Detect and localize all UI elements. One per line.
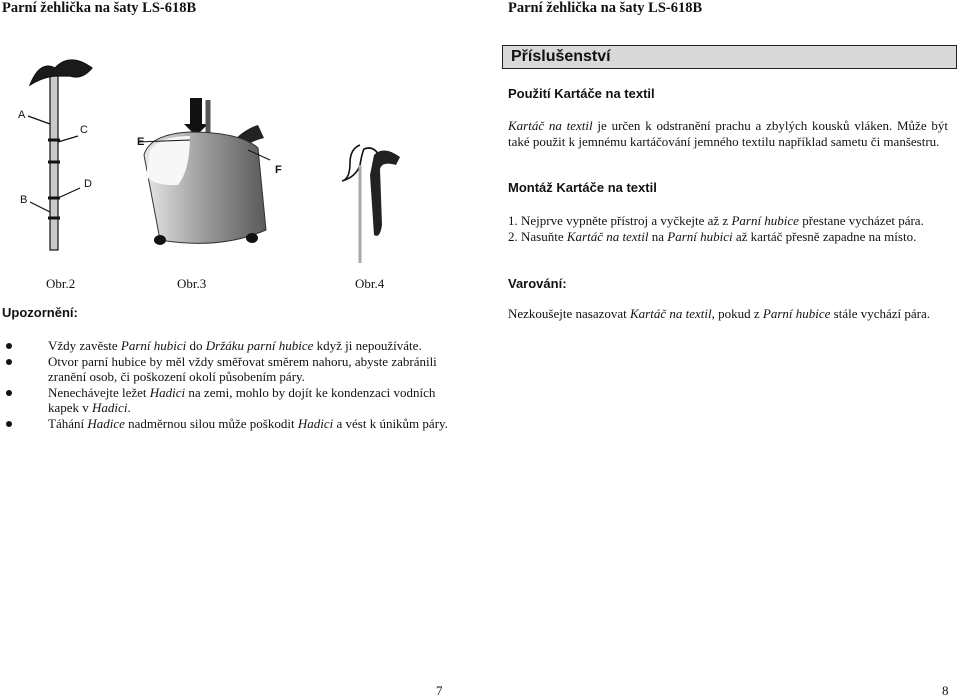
list-item: Táhání Hadice nadměrnou silou může poškodit Hadici a vést k únikům páry.	[2, 416, 450, 432]
caution-heading: Upozornění:	[2, 305, 78, 320]
label-c: C	[80, 124, 88, 136]
label-e: E	[137, 136, 145, 148]
mount-heading: Montáž Kartáče na textil	[508, 180, 657, 195]
mount-step-1: 1. Nejprve vypněte přístroj a vyčkejte až z Parní hubice přestane vycházet pára.	[508, 213, 924, 228]
caption-obr2: Obr.2	[46, 276, 76, 291]
section-title: Příslušenství	[511, 48, 611, 65]
figure-pole-illustration	[0, 40, 130, 255]
label-a: A	[18, 109, 26, 121]
caption-obr3: Obr.3	[177, 276, 207, 291]
mount-step-2: 2. Nasuňte Kartáč na textil na Parní hubici až kartáč přesně zapadne na místo.	[508, 229, 917, 244]
label-b: B	[20, 194, 28, 206]
warning-heading: Varování:	[508, 276, 567, 291]
page-header-left: Parní žehlička na šaty LS-618B	[2, 0, 197, 16]
page-number-right: 8	[942, 683, 949, 698]
label-f: F	[275, 164, 282, 176]
list-item: Vždy zavěste Parní hubici do Držáku parní hubice když ji nepoužíváte.	[2, 338, 450, 354]
caution-list	[2, 338, 450, 431]
usage-heading: Použití Kartáče na textil	[508, 86, 655, 101]
figure-nozzle-hanger-illustration	[320, 135, 410, 265]
warning-text: Nezkoušejte nasazovat Kartáč na textil, pokud z Parní hubice stále vychází pára.	[508, 306, 931, 321]
usage-text: Kartáč na textil je určen k odstranění prachu a zbylých kousků vláken. Může být také použit k jemnému kartáčování jemného textilu například sametu či manšestru.	[508, 118, 948, 149]
section-title-bar	[502, 45, 957, 69]
label-d: D	[84, 178, 92, 190]
list-item: Nenechávejte ležet Hadici na zemi, mohlo by dojít ke kondenzaci vodních kapek v Hadici.	[2, 385, 450, 416]
page-number-left: 7	[436, 683, 443, 698]
page-header-right: Parní žehlička na šaty LS-618B	[508, 0, 703, 16]
caption-obr4: Obr.4	[355, 276, 385, 291]
list-item: Otvor parní hubice by měl vždy směřovat směrem nahoru, abyste zabránili zranění osob, či poškození okolí působením páry.	[2, 354, 450, 385]
